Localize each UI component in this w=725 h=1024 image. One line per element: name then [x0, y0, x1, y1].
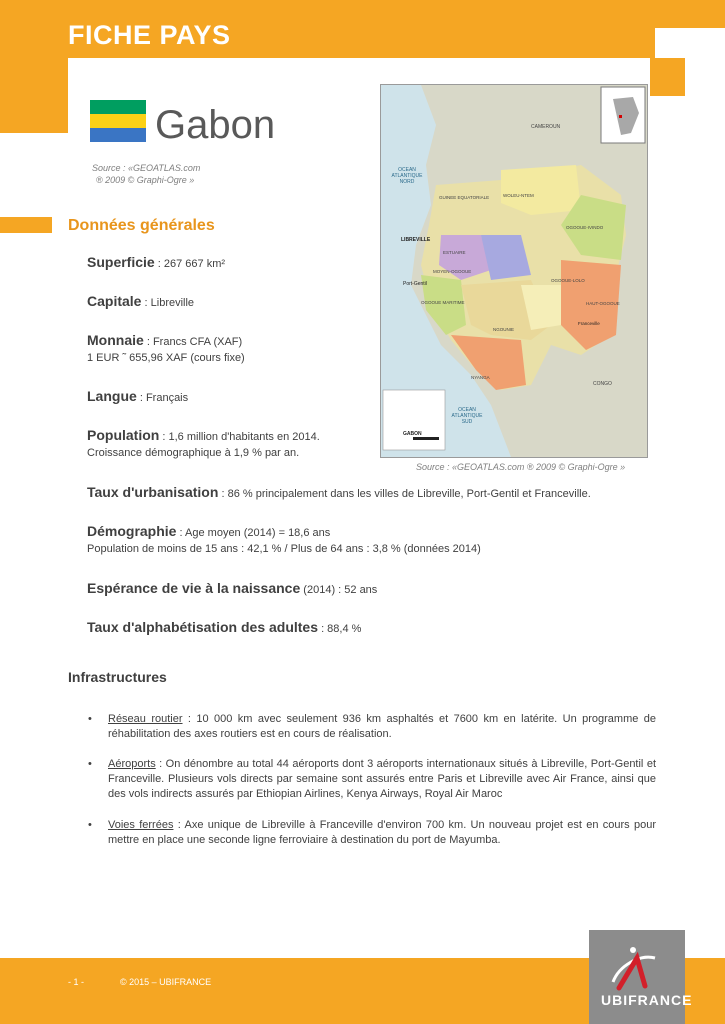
flag-source-line: Source : «GEOATLAS.com	[92, 163, 201, 173]
map-label: WOLEU-NTEM	[503, 193, 534, 198]
fact-sub: 1 EUR ˜ 655,96 XAF (cours fixe)	[87, 352, 245, 364]
fact-value: : Francs CFA (XAF)	[143, 336, 243, 348]
map-label: OGOOUE-LOLO	[551, 278, 585, 283]
header-decor-square	[690, 28, 725, 58]
footer-copyright: © 2015 – UBIFRANCE	[120, 977, 212, 987]
fact-label: Espérance de vie à la naissance	[87, 580, 301, 596]
fact-sub: Croissance démographique à 1,9 % par an.	[87, 447, 300, 459]
fact-esperance	[87, 580, 377, 598]
fact-label: Population	[87, 427, 160, 443]
fact-label: Taux d'alphabétisation des adultes	[87, 619, 319, 635]
gabon-map	[380, 84, 648, 458]
fact-value: : 1,6 million d'habitants en 2014.	[159, 431, 320, 443]
header-decor-square	[650, 58, 685, 96]
map-label: HAUT-OGOOUE	[586, 301, 620, 306]
fact-value: (2014) : 52 ans	[300, 584, 378, 596]
map-label: CONGO	[593, 381, 612, 387]
fact-value: : 86 % principalement dans les villes de Libreville, Port-Gentil et Franceville.	[218, 488, 591, 500]
bullet-key: Voies ferrées	[108, 819, 174, 831]
fact-value: : Français	[136, 392, 189, 404]
page-title: FICHE PAYS	[68, 20, 231, 50]
bullet-dot: •	[88, 819, 92, 831]
infrastructures-title: Infrastructures	[68, 669, 167, 685]
bullet-body: : On dénombre au total 44 aéroports dont 3 aéroports internationaux situés à Libreville, Port-Gentil et Franceville. Plusieurs vols directs par semaine sont assurés entre Paris et Libreville avec Air France, ainsi que des vols indirects assurés par Ethiopian Airlines, Kenya Airways, Royal Air Maroc	[108, 758, 656, 800]
bullet-text	[108, 712, 656, 742]
map-label: CAMEROUN	[531, 124, 561, 130]
fact-label: Monnaie	[87, 332, 144, 348]
fact-population	[87, 427, 320, 459]
flag-source-line: ® 2009 © Graphi-Ogre »	[96, 175, 195, 185]
fact-value: : Age moyen (2014) = 18,6 ans	[176, 527, 331, 539]
map-label: ESTUAIRE	[443, 250, 466, 255]
bullet-text	[108, 757, 656, 802]
bullet-body: : 10 000 km avec seulement 936 km asphaltés et 7600 km en latérite. Un programme de réhabilitation des axes routiers est en cours de réalisation.	[108, 713, 656, 740]
map-label: Port-Gentil	[403, 281, 427, 287]
header-decor-square	[655, 28, 690, 58]
fact-superficie	[87, 254, 225, 272]
fact-label: Démographie	[87, 523, 177, 539]
bullet-text	[108, 818, 656, 848]
map-label: OCEAN ATLANTIQUE SUD	[451, 407, 483, 425]
fact-value: : Libreville	[141, 297, 195, 309]
flag-stripe-blue	[90, 128, 146, 142]
fact-capitale	[87, 293, 194, 311]
flag-source	[92, 162, 200, 186]
fact-langue	[87, 388, 188, 406]
map-label: NYANGA	[471, 375, 490, 380]
fact-demographie	[87, 523, 481, 555]
map-label: OCEAN ATLANTIQUE NORD	[391, 167, 423, 185]
fact-value: : 267 667 km²	[154, 258, 226, 270]
fact-monnaie	[87, 332, 245, 364]
bullet-dot: •	[88, 713, 92, 725]
gabon-flag	[90, 100, 146, 142]
map-label: GUINEE EQUATORIALE	[439, 195, 490, 200]
bullet-body: : Axe unique de Libreville à Franceville d'environ 700 km. Un nouveau projet est en cours pour mettre en place une seconde ligne ferroviaire à destination du port de Mayumba.	[108, 819, 657, 846]
header-decor-square	[650, 0, 725, 28]
map-label: LIBREVILLE	[401, 237, 431, 243]
bullet-dot: •	[88, 758, 92, 770]
map-label: MOYEN-OGOOUE	[433, 269, 472, 274]
map-graphic	[381, 85, 647, 457]
map-label: NGOUNIE	[493, 327, 515, 332]
section-marker	[0, 217, 52, 233]
flag-stripe-yellow	[90, 114, 146, 128]
fact-label: Superficie	[87, 254, 155, 270]
fact-label: Taux d'urbanisation	[87, 484, 219, 500]
fact-alphabetisation	[87, 619, 361, 637]
bullet-key: Réseau routier	[108, 713, 183, 725]
map-label: OGOOUE MARITIME	[421, 300, 465, 305]
section-title: Données générales	[68, 217, 215, 234]
country-name: Gabon	[155, 103, 276, 147]
logo-text: UBIFRANCE	[601, 992, 693, 1008]
logo-mark-icon	[589, 936, 685, 996]
bullet-key: Aéroports	[108, 758, 156, 770]
map-label: Franceville	[578, 321, 600, 326]
header-left-band	[0, 58, 68, 133]
fact-label: Langue	[87, 388, 137, 404]
fact-label: Capitale	[87, 293, 142, 309]
ubifrance-logo	[589, 930, 685, 1024]
page-number: - 1 -	[68, 977, 85, 987]
map-label: OGOOUE-IVINDO	[566, 225, 604, 230]
flag-stripe-green	[90, 100, 146, 114]
fact-urbanisation	[87, 484, 591, 502]
fact-value: : 88,4 %	[318, 623, 362, 635]
fact-sub: Population de moins de 15 ans : 42,1 % / Plus de 64 ans : 3,8 % (données 2014)	[87, 543, 481, 555]
map-source: Source : «GEOATLAS.com ® 2009 © Graphi-Ogre »	[416, 462, 626, 472]
map-label: GABON	[403, 431, 422, 437]
